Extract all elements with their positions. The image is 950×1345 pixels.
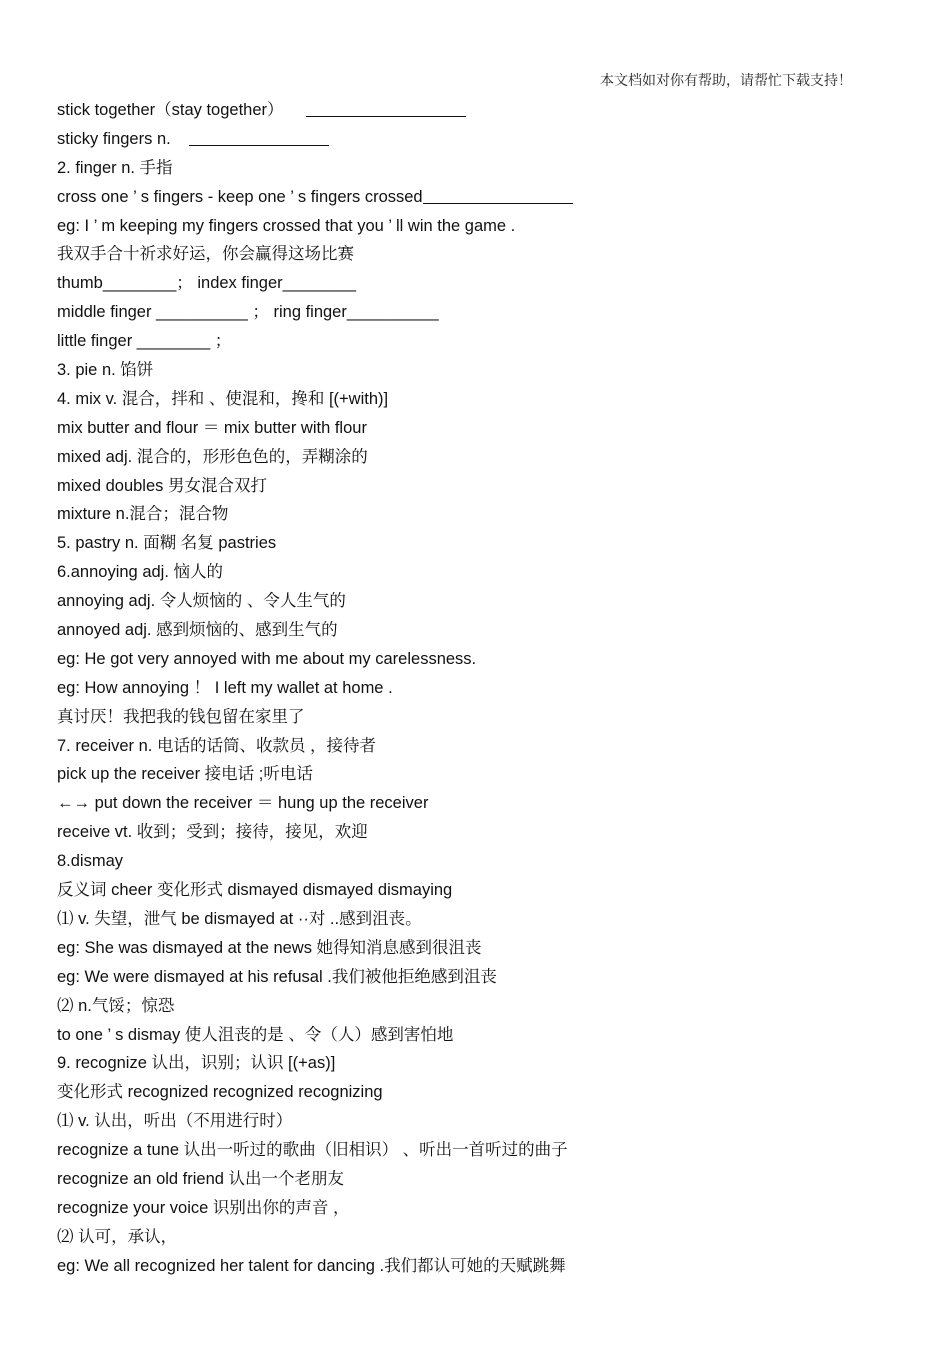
text-line: mixed doubles 男女混合双打 <box>57 476 267 495</box>
text-line: eg: She was dismayed at the news 她得知消息感到很沮丧 <box>57 938 482 957</box>
text-line: mix butter and flour ＝ mix butter with flour <box>57 418 367 437</box>
text-line: eg: We were dismayed at his refusal .我们被他拒绝感到沮丧 <box>57 967 497 986</box>
text-line: 9. recognize 认出，识别；认识 [(+as)] <box>57 1054 336 1073</box>
text-line: mixed adj. 混合的，形形色色的，弄糊涂的 <box>57 447 368 466</box>
text-line: ⑴ v. 认出，听出（不用进行时） <box>57 1112 293 1131</box>
text-line: recognize your voice 识别出你的声音 ， <box>57 1198 350 1217</box>
text-line: 5. pastry n. 面糊 名复 pastries <box>57 534 277 553</box>
header-note: 本文档如对你有帮助，请帮忙下载支持！ <box>600 72 852 88</box>
text-line: 2. finger n. 手指 <box>57 158 173 177</box>
text-line: little finger ________ ； <box>57 332 232 351</box>
text-line: 6.annoying adj. 恼人的 <box>57 563 224 582</box>
text-line: stick together（stay together） <box>57 96 917 125</box>
text-line: receive vt. 收到；受到；接待，接见，欢迎 <box>57 823 368 842</box>
text-line: 反义词 cheer 变化形式 dismayed dismayed dismaying <box>57 881 453 900</box>
text-line: middle finger __________ ； ring finger__________ <box>57 303 439 322</box>
text-line: 4. mix v. 混合，拌和 、使混和，搀和 [(+with)] <box>57 389 389 408</box>
text-line: eg: We all recognized her talent for dancing .我们都认可她的天赋跳舞 <box>57 1256 566 1275</box>
text-line: ⑵ n.气馁；惊恐 <box>57 996 175 1015</box>
text-line: thumb________； index finger________ <box>57 274 357 293</box>
text-line: 7. receiver n. 电话的话筒、收款员 ，接待者 <box>57 736 377 755</box>
text-line: recognize an old friend 认出一个老朋友 <box>57 1169 345 1188</box>
text-line: pick up the receiver 接电话 ;听电话 <box>57 765 313 784</box>
text-line: ⑵ 认可，承认， <box>57 1227 178 1246</box>
text-line: eg: He got very annoyed with me about my carelessness. <box>57 649 477 668</box>
text-line: 真讨厌！我把我的钱包留在家里了 <box>57 707 305 726</box>
text-line: recognize a tune 认出一听过的歌曲（旧相识） 、听出一首听过的曲子 <box>57 1141 568 1160</box>
text-line: ←→ put down the receiver ＝ hung up the receiver <box>57 794 429 813</box>
text-line: annoyed adj. 感到烦恼的、感到生气的 <box>57 621 338 640</box>
text-line: cross one ’ s fingers - keep one ’ s fingers crossed <box>57 183 917 212</box>
text-line: ⑴ v. 失望，泄气 be dismayed at ··对 ..感到沮丧。 <box>57 909 422 928</box>
text-line: sticky fingers n. <box>57 125 917 154</box>
text-line: annoying adj. 令人烦恼的 、令人生气的 <box>57 592 346 611</box>
text-line: 变化形式 recognized recognized recognizing <box>57 1083 383 1102</box>
text-line: eg: How annoying ！ I left my wallet at home . <box>57 678 393 697</box>
document-body <box>57 96 917 1281</box>
text-line: 8.dismay <box>57 852 124 871</box>
text-line: 3. pie n. 馅饼 <box>57 361 154 380</box>
text-line: 我双手合十祈求好运，你会赢得这场比赛 <box>57 245 354 264</box>
text-line: mixture n.混合；混合物 <box>57 505 229 524</box>
text-line: eg: I ’ m keeping my fingers crossed that you ’ ll win the game . <box>57 216 516 235</box>
text-line: to one ’ s dismay 使人沮丧的是 、令（人）感到害怕地 <box>57 1025 454 1044</box>
